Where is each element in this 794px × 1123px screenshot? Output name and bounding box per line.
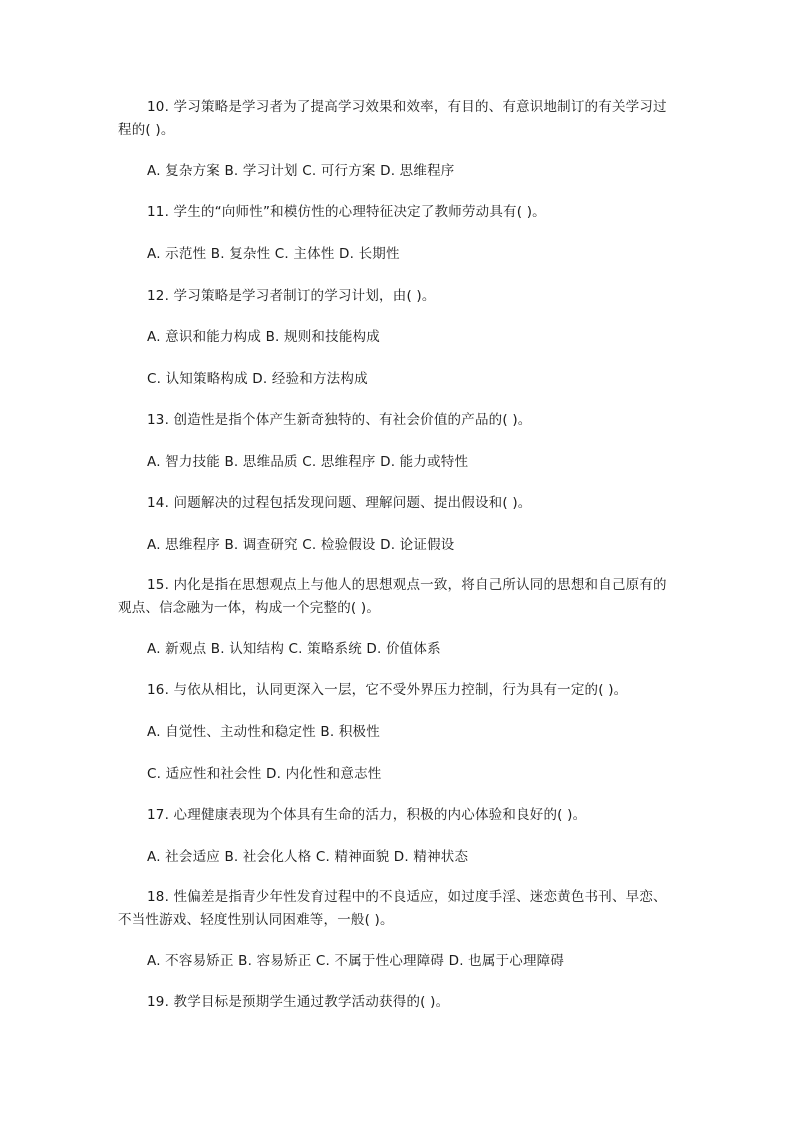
question-17-options: A. 社会适应 B. 社会化人格 C. 精神面貌 D. 精神状态 [147, 849, 469, 865]
question-10-options: A. 复杂方案 B. 学习计划 C. 可行方案 D. 思维程序 [147, 163, 455, 179]
question-12-options-line2: C. 认知策略构成 D. 经验和方法构成 [147, 371, 368, 387]
question-15-options: A. 新观点 B. 认知结构 C. 策略系统 D. 价值体系 [147, 641, 441, 657]
question-11-stem: 11. 学生的“向师性”和模仿性的心理特征决定了教师劳动具有( )。 [147, 204, 546, 220]
question-10-stem: 10. 学习策略是学习者为了提高学习效果和效率，有目的、有意识地制订的有关学习过程的( )。 [118, 99, 667, 138]
question-18-stem: 18. 性偏差是指青少年性发育过程中的不良适应，如过度手淫、迷恋黄色书刊、早恋、不当性游戏、轻度性别认同困难等，一般( )。 [118, 889, 667, 928]
question-13-stem: 13. 创造性是指个体产生新奇独特的、有社会价值的产品的( )。 [147, 412, 532, 428]
question-15-stem: 15. 内化是指在思想观点上与他人的思想观点一致，将自己所认同的思想和自己原有的观点、信念融为一体，构成一个完整的( )。 [118, 577, 667, 616]
question-16-stem: 16. 与依从相比，认同更深入一层，它不受外界压力控制，行为具有一定的( )。 [147, 682, 628, 698]
question-13-options: A. 智力技能 B. 思维品质 C. 思维程序 D. 能力或特性 [147, 454, 469, 470]
question-16-options-line1: A. 自觉性、主动性和稳定性 B. 积极性 [147, 724, 380, 740]
question-12-stem: 12. 学习策略是学习者制订的学习计划，由( )。 [147, 288, 436, 304]
question-18-options: A. 不容易矫正 B. 容易矫正 C. 不属于性心理障碍 D. 也属于心理障碍 [147, 953, 565, 969]
question-16-options-line2: C. 适应性和社会性 D. 内化性和意志性 [147, 766, 382, 782]
question-19-stem: 19. 教学目标是预期学生通过教学活动获得的( )。 [147, 994, 450, 1010]
question-12-options-line1: A. 意识和能力构成 B. 规则和技能构成 [147, 329, 380, 345]
question-11-options: A. 示范性 B. 复杂性 C. 主体性 D. 长期性 [147, 246, 400, 262]
question-14-options: A. 思维程序 B. 调查研究 C. 检验假设 D. 论证假设 [147, 537, 455, 553]
question-17-stem: 17. 心理健康表现为个体具有生命的活力，积极的内心体验和良好的( )。 [147, 807, 587, 823]
question-14-stem: 14. 问题解决的过程包括发现问题、理解问题、提出假设和( )。 [147, 495, 532, 511]
